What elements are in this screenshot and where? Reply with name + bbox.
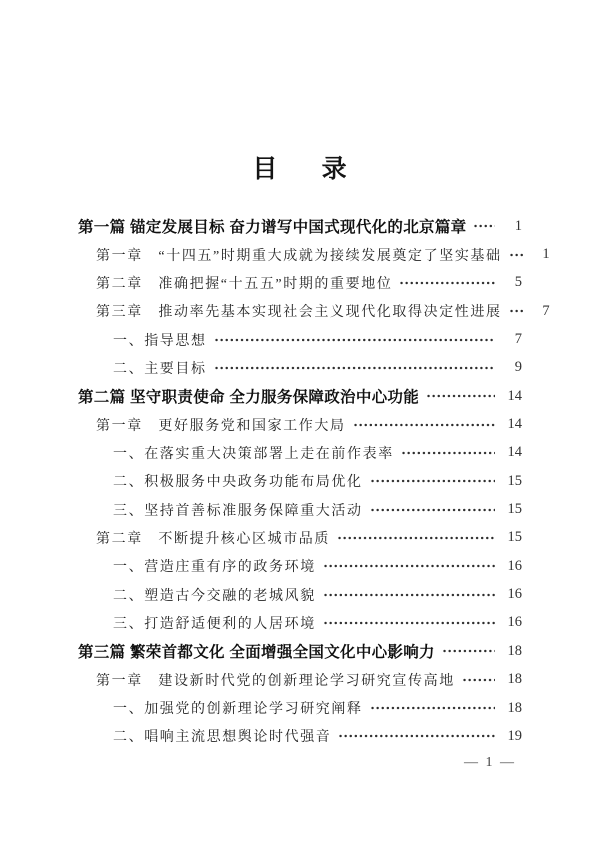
page-number-footer: — 1 —	[464, 755, 516, 770]
toc-entry-text: 二、积极服务中央政务功能布局优化	[113, 475, 363, 491]
toc-dot-leader	[323, 616, 495, 630]
toc-list	[78, 212, 550, 751]
toc-dot-leader	[370, 503, 495, 517]
toc-entry	[78, 609, 522, 637]
toc-page-number: 18	[507, 699, 522, 716]
toc-dot-leader	[337, 531, 495, 545]
toc-dot-leader	[473, 219, 495, 233]
toc-entry-text: 第一章 更好服务党和国家工作大局	[96, 418, 346, 434]
toc-entry	[78, 382, 522, 410]
toc-entry	[78, 410, 522, 438]
toc-entry	[78, 325, 522, 353]
toc-entry-text: 第一篇 锚定发展目标 奋力谱写中国式现代化的北京篇章	[78, 219, 467, 237]
toc-page-number: 14	[507, 444, 522, 461]
toc-entry	[78, 354, 522, 382]
toc-entry	[78, 694, 522, 722]
toc-page-number: 18	[507, 642, 522, 659]
toc-entry	[78, 552, 522, 580]
toc-entry-text: 一、指导思想	[113, 333, 207, 349]
toc-entry	[78, 524, 522, 552]
toc-entry	[78, 580, 522, 608]
toc-dot-leader	[370, 701, 495, 715]
toc-entry-text: 第二章 准确把握“十五五”时期的重要地位	[96, 276, 393, 292]
toc-dot-leader	[338, 729, 495, 743]
toc-page-number: 15	[507, 472, 522, 489]
toc-dot-leader	[370, 474, 495, 488]
toc-dot-leader	[462, 673, 495, 687]
toc-page-number: 7	[542, 302, 550, 319]
toc-page-number: 14	[507, 416, 522, 433]
toc-entry	[78, 637, 522, 665]
toc-entry	[78, 212, 522, 240]
toc-entry-text: 二、塑造古今交融的老城风貌	[113, 588, 316, 604]
toc-entry	[78, 439, 522, 467]
toc-dot-leader	[323, 559, 495, 573]
toc-dot-leader	[214, 333, 495, 347]
toc-page-number: 7	[514, 331, 522, 348]
toc-entry-text: 一、在落实重大决策部署上走在前作表率	[113, 446, 394, 462]
toc-entry-text: 第三章 推动率先基本实现社会主义现代化取得决定性进展	[96, 305, 502, 321]
toc-entry	[78, 666, 522, 694]
toc-entry	[78, 467, 522, 495]
toc-page-number: 14	[507, 387, 522, 404]
toc-page-number: 16	[507, 586, 522, 603]
toc-page-number: 16	[507, 557, 522, 574]
toc-page-number: 16	[507, 614, 522, 631]
toc-page-number: 9	[514, 359, 522, 376]
toc-dot-leader	[442, 644, 495, 658]
toc-page-number: 5	[514, 274, 522, 291]
toc-entry-text: 三、打造舒适便利的人居环境	[113, 616, 316, 632]
toc-page-number: 18	[507, 671, 522, 688]
toc-dot-leader	[509, 248, 523, 262]
toc-entry-text: 第三篇 繁荣首都文化 全面增强全国文化中心影响力	[78, 644, 435, 662]
toc-entry-text: 第一章 “十四五”时期重大成就为接续发展奠定了坚实基础	[96, 248, 502, 264]
toc-entry-text: 第二章 不断提升核心区城市品质	[96, 531, 330, 547]
toc-entry-text: 一、营造庄重有序的政务环境	[113, 560, 316, 576]
toc-entry-text: 第二篇 坚守职责使命 全力服务保障政治中心功能	[78, 389, 420, 407]
toc-dot-leader	[399, 276, 495, 290]
toc-entry	[78, 269, 522, 297]
page-title: 目 录	[252, 156, 348, 183]
toc-entry	[78, 495, 522, 523]
toc-dot-leader	[509, 304, 523, 318]
toc-dot-leader	[401, 446, 495, 460]
toc-entry	[78, 240, 550, 268]
toc-dot-leader	[323, 588, 495, 602]
toc-entry-text: 三、坚持首善标准服务保障重大活动	[113, 503, 363, 519]
toc-page-number: 19	[507, 727, 522, 744]
toc-dot-leader	[214, 361, 495, 375]
toc-page-number: 15	[507, 529, 522, 546]
toc-entry-text: 第一章 建设新时代党的创新理论学习研究宣传高地	[96, 673, 455, 689]
toc-entry	[78, 297, 550, 325]
toc-page-number: 1	[542, 246, 550, 263]
toc-entry-text: 二、唱响主流思想舆论时代强音	[113, 730, 332, 746]
toc-entry-text: 一、加强党的创新理论学习研究阐释	[113, 702, 363, 718]
toc-entry-text: 二、主要目标	[113, 361, 207, 377]
toc-page-number: 15	[507, 501, 522, 518]
toc-dot-leader	[426, 389, 495, 403]
toc-entry	[78, 722, 522, 750]
toc-dot-leader	[353, 418, 495, 432]
toc-page-number: 1	[514, 217, 522, 234]
